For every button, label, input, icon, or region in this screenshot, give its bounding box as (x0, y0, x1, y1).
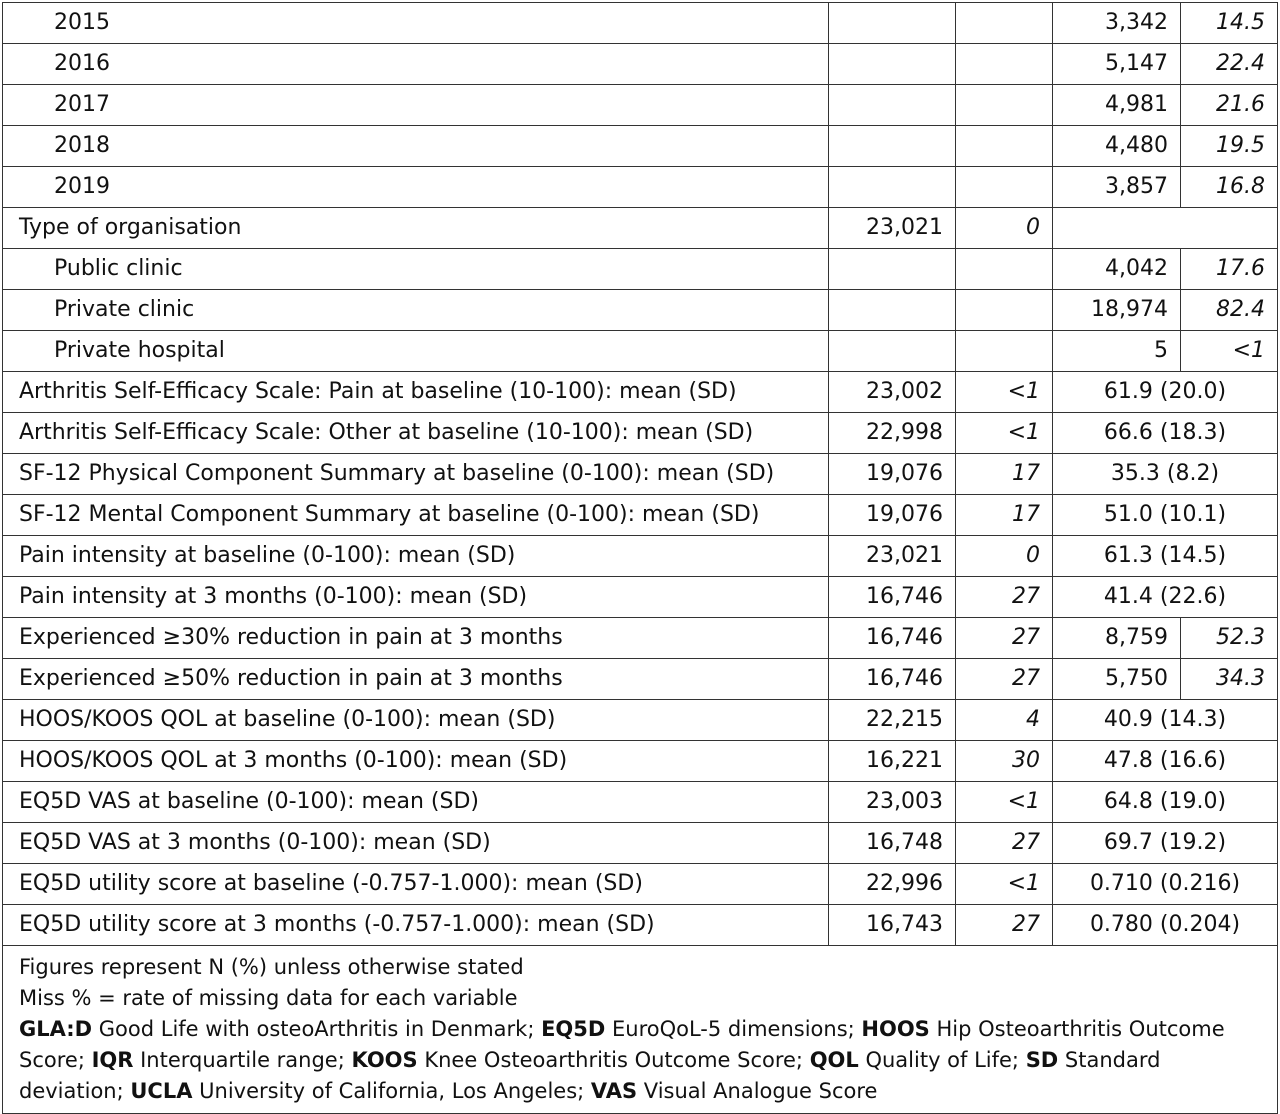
missing-pct-cell (956, 167, 1053, 208)
n-cell (829, 290, 956, 331)
table-row (3, 495, 1278, 536)
missing-pct-cell: <1 (956, 782, 1053, 823)
abbreviation-term: IQR (91, 1048, 134, 1072)
missing-pct-cell: 27 (956, 618, 1053, 659)
mean-sd-cell: 40.9 (14.3) (1053, 700, 1278, 741)
abbreviation-definition: EuroQoL-5 dimensions; (605, 1017, 862, 1041)
count-cell: 4,981 (1053, 85, 1181, 126)
n-cell (829, 44, 956, 85)
abbreviation-term: SD (1025, 1048, 1059, 1072)
percent-cell: 17.6 (1181, 249, 1278, 290)
table-row (3, 85, 1278, 126)
percent-cell: 21.6 (1181, 85, 1278, 126)
row-label: EQ5D utility score at baseline (-0.757-1.000): mean (SD) (3, 864, 829, 905)
table-body (3, 3, 1278, 946)
mean-sd-cell: 41.4 (22.6) (1053, 577, 1278, 618)
footnote-line-1: Figures represent N (%) unless otherwise stated (19, 955, 524, 979)
count-cell: 3,857 (1053, 167, 1181, 208)
mean-sd-cell: 35.3 (8.2) (1053, 454, 1278, 495)
missing-pct-cell (956, 249, 1053, 290)
n-cell: 23,003 (829, 782, 956, 823)
row-label: Pain intensity at 3 months (0-100): mean (SD) (3, 577, 829, 618)
missing-pct-cell: 27 (956, 823, 1053, 864)
row-label: Public clinic (3, 249, 829, 290)
missing-pct-cell (956, 126, 1053, 167)
table-row (3, 741, 1278, 782)
mean-sd-cell: 0.710 (0.216) (1053, 864, 1278, 905)
abbreviation-definition: Hip Osteoarthritis Outcome Score; (19, 1017, 1225, 1072)
n-cell: 22,215 (829, 700, 956, 741)
table-row (3, 167, 1278, 208)
abbreviation-term: QOL (809, 1048, 859, 1072)
table-row (3, 782, 1278, 823)
row-label: 2017 (3, 85, 829, 126)
abbreviation-definition: Standard deviation; (19, 1048, 1161, 1103)
missing-pct-cell: 30 (956, 741, 1053, 782)
percent-cell: <1 (1181, 331, 1278, 372)
missing-pct-cell (956, 85, 1053, 126)
n-cell: 23,021 (829, 536, 956, 577)
n-cell: 22,998 (829, 413, 956, 454)
row-label: 2016 (3, 44, 829, 85)
table-row (3, 372, 1278, 413)
mean-sd-cell: 61.9 (20.0) (1053, 372, 1278, 413)
count-cell: 8,759 (1053, 618, 1181, 659)
abbreviation-term: GLA:D (19, 1017, 93, 1041)
count-cell: 5,750 (1053, 659, 1181, 700)
table-row (3, 536, 1278, 577)
table-row (3, 577, 1278, 618)
row-label: Arthritis Self-Efficacy Scale: Pain at baseline (10-100): mean (SD) (3, 372, 829, 413)
percent-cell: 52.3 (1181, 618, 1278, 659)
missing-pct-cell (956, 331, 1053, 372)
missing-pct-cell: <1 (956, 413, 1053, 454)
row-label: EQ5D VAS at baseline (0-100): mean (SD) (3, 782, 829, 823)
n-cell (829, 3, 956, 44)
abbreviation-definition: University of California, Los Angeles; (192, 1079, 591, 1103)
row-label: 2015 (3, 3, 829, 44)
row-label: 2018 (3, 126, 829, 167)
row-label: SF-12 Mental Component Summary at baseline (0-100): mean (SD) (3, 495, 829, 536)
n-cell (829, 85, 956, 126)
count-cell: 5,147 (1053, 44, 1181, 85)
table-row (3, 44, 1278, 85)
missing-pct-cell: 0 (956, 208, 1053, 249)
count-cell: 5 (1053, 331, 1181, 372)
abbreviation-term: UCLA (130, 1079, 193, 1103)
missing-pct-cell: 27 (956, 577, 1053, 618)
empty-cell (1053, 208, 1278, 249)
table-row (3, 659, 1278, 700)
n-cell: 19,076 (829, 495, 956, 536)
row-label: HOOS/KOOS QOL at baseline (0-100): mean (SD) (3, 700, 829, 741)
abbreviation-definition: Good Life with osteoArthritis in Denmark; (92, 1017, 542, 1041)
percent-cell: 16.8 (1181, 167, 1278, 208)
mean-sd-cell: 64.8 (19.0) (1053, 782, 1278, 823)
n-cell: 23,021 (829, 208, 956, 249)
n-cell (829, 126, 956, 167)
row-label: Experienced ≥50% reduction in pain at 3 months (3, 659, 829, 700)
table-row (3, 208, 1278, 249)
row-label: EQ5D VAS at 3 months (0-100): mean (SD) (3, 823, 829, 864)
missing-pct-cell (956, 290, 1053, 331)
footnote-row (3, 946, 1278, 1114)
n-cell: 16,746 (829, 659, 956, 700)
row-label: Experienced ≥30% reduction in pain at 3 months (3, 618, 829, 659)
table-row (3, 3, 1278, 44)
table-container (2, 2, 1277, 1114)
count-cell: 18,974 (1053, 290, 1181, 331)
row-label: Type of organisation (3, 208, 829, 249)
table-row (3, 700, 1278, 741)
percent-cell: 34.3 (1181, 659, 1278, 700)
missing-pct-cell: 4 (956, 700, 1053, 741)
table-row (3, 331, 1278, 372)
abbreviation-term: EQ5D (541, 1017, 606, 1041)
n-cell: 19,076 (829, 454, 956, 495)
abbreviation-definition: Visual Analogue Score (637, 1079, 878, 1103)
missing-pct-cell: <1 (956, 372, 1053, 413)
table-row (3, 249, 1278, 290)
abbreviation-term: HOOS (861, 1017, 930, 1041)
abbreviation-definition: Interquartile range; (133, 1048, 352, 1072)
table-row (3, 126, 1278, 167)
row-label: EQ5D utility score at 3 months (-0.757-1.000): mean (SD) (3, 905, 829, 946)
count-cell: 4,042 (1053, 249, 1181, 290)
abbreviation-definition: Knee Osteoarthritis Outcome Score; (417, 1048, 810, 1072)
n-cell: 22,996 (829, 864, 956, 905)
table-row (3, 618, 1278, 659)
n-cell: 16,746 (829, 618, 956, 659)
footnote-cell (3, 946, 1278, 1114)
row-label: Private hospital (3, 331, 829, 372)
row-label: HOOS/KOOS QOL at 3 months (0-100): mean (SD) (3, 741, 829, 782)
abbreviation-term: VAS (590, 1079, 638, 1103)
percent-cell: 22.4 (1181, 44, 1278, 85)
n-cell: 16,746 (829, 577, 956, 618)
abbreviation-definition: Quality of Life; (858, 1048, 1026, 1072)
footnote-line-2: Miss % = rate of missing data for each variable (19, 986, 518, 1010)
count-cell: 3,342 (1053, 3, 1181, 44)
row-label: Pain intensity at baseline (0-100): mean (SD) (3, 536, 829, 577)
missing-pct-cell: 0 (956, 536, 1053, 577)
mean-sd-cell: 66.6 (18.3) (1053, 413, 1278, 454)
n-cell (829, 249, 956, 290)
n-cell (829, 331, 956, 372)
n-cell: 16,221 (829, 741, 956, 782)
table-row (3, 413, 1278, 454)
missing-pct-cell: 17 (956, 495, 1053, 536)
missing-pct-cell (956, 44, 1053, 85)
missing-pct-cell: 27 (956, 905, 1053, 946)
percent-cell: 19.5 (1181, 126, 1278, 167)
row-label: 2019 (3, 167, 829, 208)
table-row (3, 864, 1278, 905)
footnote-abbreviations (19, 1014, 1261, 1107)
n-cell: 23,002 (829, 372, 956, 413)
table-row (3, 823, 1278, 864)
table-footer (3, 946, 1278, 1114)
n-cell: 16,748 (829, 823, 956, 864)
missing-pct-cell: 17 (956, 454, 1053, 495)
data-table (2, 2, 1278, 1114)
mean-sd-cell: 0.780 (0.204) (1053, 905, 1278, 946)
n-cell: 16,743 (829, 905, 956, 946)
row-label: SF-12 Physical Component Summary at baseline (0-100): mean (SD) (3, 454, 829, 495)
table-row (3, 905, 1278, 946)
missing-pct-cell: 27 (956, 659, 1053, 700)
row-label: Private clinic (3, 290, 829, 331)
percent-cell: 82.4 (1181, 290, 1278, 331)
percent-cell: 14.5 (1181, 3, 1278, 44)
count-cell: 4,480 (1053, 126, 1181, 167)
mean-sd-cell: 47.8 (16.6) (1053, 741, 1278, 782)
missing-pct-cell: <1 (956, 864, 1053, 905)
missing-pct-cell (956, 3, 1053, 44)
mean-sd-cell: 51.0 (10.1) (1053, 495, 1278, 536)
n-cell (829, 167, 956, 208)
mean-sd-cell: 69.7 (19.2) (1053, 823, 1278, 864)
row-label: Arthritis Self-Efficacy Scale: Other at baseline (10-100): mean (SD) (3, 413, 829, 454)
table-row (3, 454, 1278, 495)
abbreviation-term: KOOS (351, 1048, 418, 1072)
table-row (3, 290, 1278, 331)
mean-sd-cell: 61.3 (14.5) (1053, 536, 1278, 577)
